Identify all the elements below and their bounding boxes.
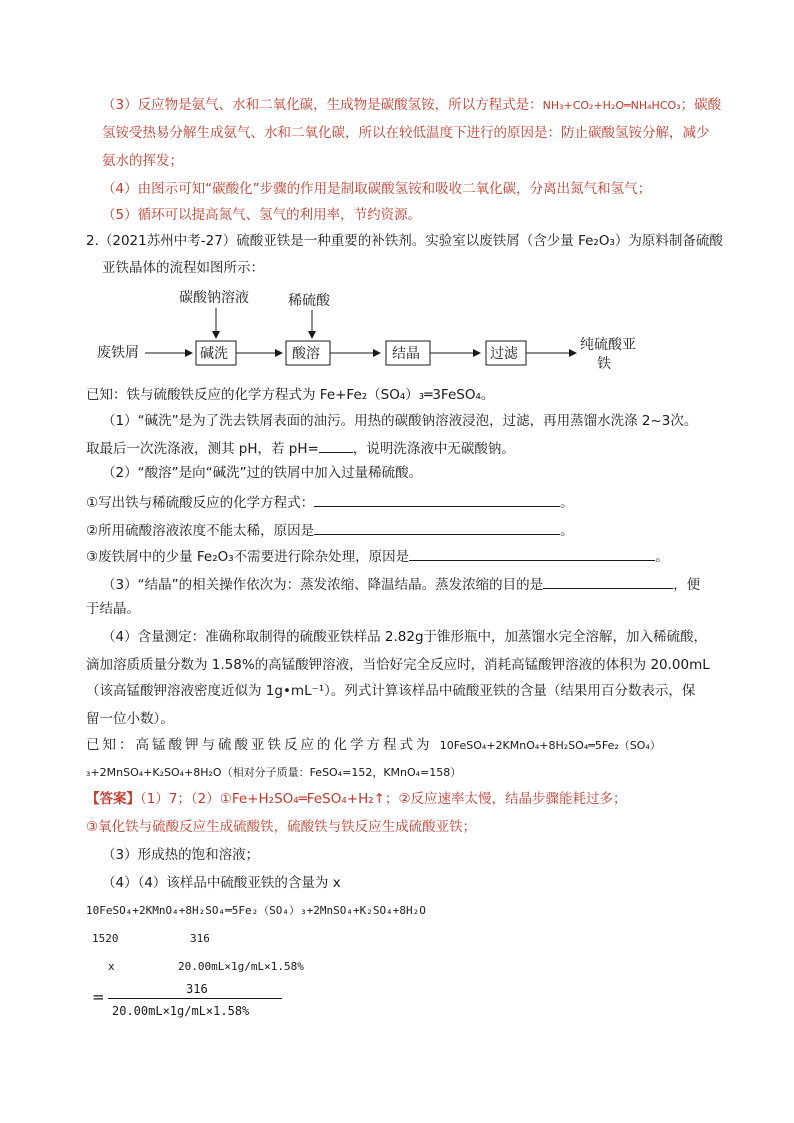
answer-blank-reason-b[interactable] (314, 520, 560, 535)
answer-line2: ③氧化铁与硫酸反应生成硫酸铁，硫酸铁与铁反应生成硫酸亚铁； (86, 819, 477, 835)
part2-c-prefix: ③废铁屑中的少量 Fe₂O₃不需要进行除杂处理，原因是 (86, 549, 410, 565)
flow-reagent-1: 碳酸钠溶液 (179, 290, 249, 306)
prev-answer-3b: 氢铵受热易分解生成氨气、水和二氧化碳，所以在较低温度下进行的原因是：防止碳酸氢铵分解，减少 (102, 125, 710, 141)
answer-tag: 【答案】 (86, 791, 140, 807)
part1-line2 (86, 438, 515, 458)
answer-blank-evaporation[interactable] (543, 574, 673, 589)
process-flow-diagram (0, 284, 794, 384)
part4-line3: （该高锰酸钾溶液密度近似为 1g•mL⁻¹）。列式计算该样品中硫酸亚铁的含量（结果用百分数表示，保 (86, 683, 696, 699)
answer-line4: （4）（4）该样品中硫酸亚铁的含量为 x (102, 875, 341, 891)
calc-equation: 10FeSO₄+2KMnO₄+8H₂SO₄═5Fe₂（SO₄）₃+2MnSO₄+K₂SO₄+8H₂O (86, 904, 426, 917)
prev-answer-5: （5）循环可以提高氮气、氢气的利用率，节约资源。 (102, 207, 422, 223)
part2-b (86, 520, 574, 540)
part2-a (86, 492, 574, 512)
answer-blank-reason-c[interactable] (409, 546, 655, 561)
flow-step-2: 酸溶 (292, 346, 320, 362)
part4-line4: 留一位小数）。 (86, 711, 174, 727)
part1-line2-suffix: ，说明洗涤液中无碳酸钠。 (352, 441, 515, 457)
fraction-prefix: = (92, 988, 105, 1006)
prev-answer-3a (102, 96, 721, 115)
flow-output-line2: 铁 (597, 356, 611, 372)
fraction-numerator: 316 (186, 982, 208, 996)
flow-output-line1: 纯硫酸亚 (580, 337, 636, 353)
calc-mass-2: 316 (190, 932, 210, 945)
part3-line2: 于结晶。 (86, 601, 140, 617)
known-equation-2-line2: ₃+2MnSO₄+K₂SO₄+8H₂O（相对分子质量：FeSO₄=152，KMnO₄=158） (86, 766, 462, 779)
answer-line1 (86, 790, 627, 808)
prev-answer-3a-end: ；碳酸 (680, 97, 722, 113)
fraction-denominator: 20.00mL×1g/mL×1.58% (112, 1004, 250, 1018)
known-equation-2-formula: 10FeSO₄+2KMnO₄+8H₂SO₄═5Fe₂（SO₄） (439, 739, 661, 752)
flow-step-4: 过滤 (490, 346, 518, 362)
calc-var-2: 20.00mL×1g/mL×1.58% (178, 960, 304, 973)
calc-mass-1: 1520 (92, 932, 119, 945)
question-intro-2: 亚铁晶体的流程如图所示： (102, 260, 264, 276)
answer-line3: （3）形成热的饱和溶液； (102, 847, 260, 863)
flow-input-label: 废铁屑 (97, 345, 139, 361)
prev-answer-3a-text: （3）反应物是氨气、水和二氧化碳，生成物是碳酸氢铵，所以方程式是： (102, 97, 543, 113)
part1-line1: （1）“碱洗”是为了洗去铁屑表面的油污。用热的碳酸钠溶液浸泡，过滤，再用蒸馏水洗涤 2~3次。 (102, 413, 698, 429)
flow-step-1: 碱洗 (200, 346, 228, 362)
answer-part1-2: （1）7；（2）①Fe+H₂SO₄═FeSO₄+H₂↑；②反应速率太慢，结晶步骤能耗过多； (140, 791, 627, 807)
prev-answer-4: （4）由图示可知“碳酸化”步骤的作用是制取碳酸氢铵和吸收二氧化碳，分离出氮气和氢气； (102, 181, 652, 197)
answer-blank-equation[interactable] (314, 492, 560, 507)
part2-b-prefix: ②所用硫酸溶液浓度不能太稀，原因是 (86, 523, 315, 539)
part4-line2: 滴加溶质质量分数为 1.58%的高锰酸钾溶液，当恰好完全反应时，消耗高锰酸钾溶液的体积为 20.00mL (86, 657, 710, 673)
known-equation-1: 已知：铁与硫酸铁反应的化学方程式为 Fe+Fe₂（SO₄）₃═3FeSO₄。 (86, 387, 495, 403)
part3-line1-prefix: （3）“结晶”的相关操作依次为：蒸发浓缩、降温结晶。蒸发浓缩的目的是 (102, 577, 544, 593)
flow-step-3: 结晶 (392, 346, 420, 362)
part2-b-suffix: 。 (560, 523, 574, 539)
part2-c-suffix: 。 (655, 549, 669, 565)
part2-a-suffix: 。 (560, 495, 574, 511)
part4-line1: （4）含量测定：准确称取制得的硫酸亚铁样品 2.82g于锥形瓶中，加蒸馏水完全溶解，加入稀硫酸， (102, 629, 708, 645)
fraction-bar (108, 998, 282, 999)
part1-line2-prefix: 取最后一次洗涤液，测其 pH，若 pH= (86, 441, 319, 457)
part3-line1-suffix: ，便 (673, 577, 701, 593)
part2-a-prefix: ①写出铁与稀硫酸反应的化学方程式： (86, 495, 315, 511)
calc-var-1: x (108, 960, 115, 973)
answer-blank-ph[interactable] (319, 438, 353, 453)
known-equation-2-prefix: 已知：高锰酸钾与硫酸亚铁反应的化学方程式为 (86, 737, 433, 753)
prev-answer-3c: 氨水的挥发； (102, 153, 183, 169)
part3-line1 (102, 574, 700, 594)
flow-reagent-2: 稀硫酸 (288, 293, 330, 309)
question-intro-1: 2.（2021苏州中考-27）硫酸亚铁是一种重要的补铁剂。实验室以废铁屑（含少量 Fe₂O₃）为原料制备硫酸 (86, 233, 723, 249)
part2-c (86, 546, 669, 566)
known-equation-2-line1 (86, 736, 661, 755)
prev-answer-equation: NH₃+CO₂+H₂O═NH₄HCO₃ (542, 99, 681, 112)
part2-intro: （2）“酸溶”是向“碱洗”过的铁屑中加入过量稀硫酸。 (102, 465, 423, 481)
